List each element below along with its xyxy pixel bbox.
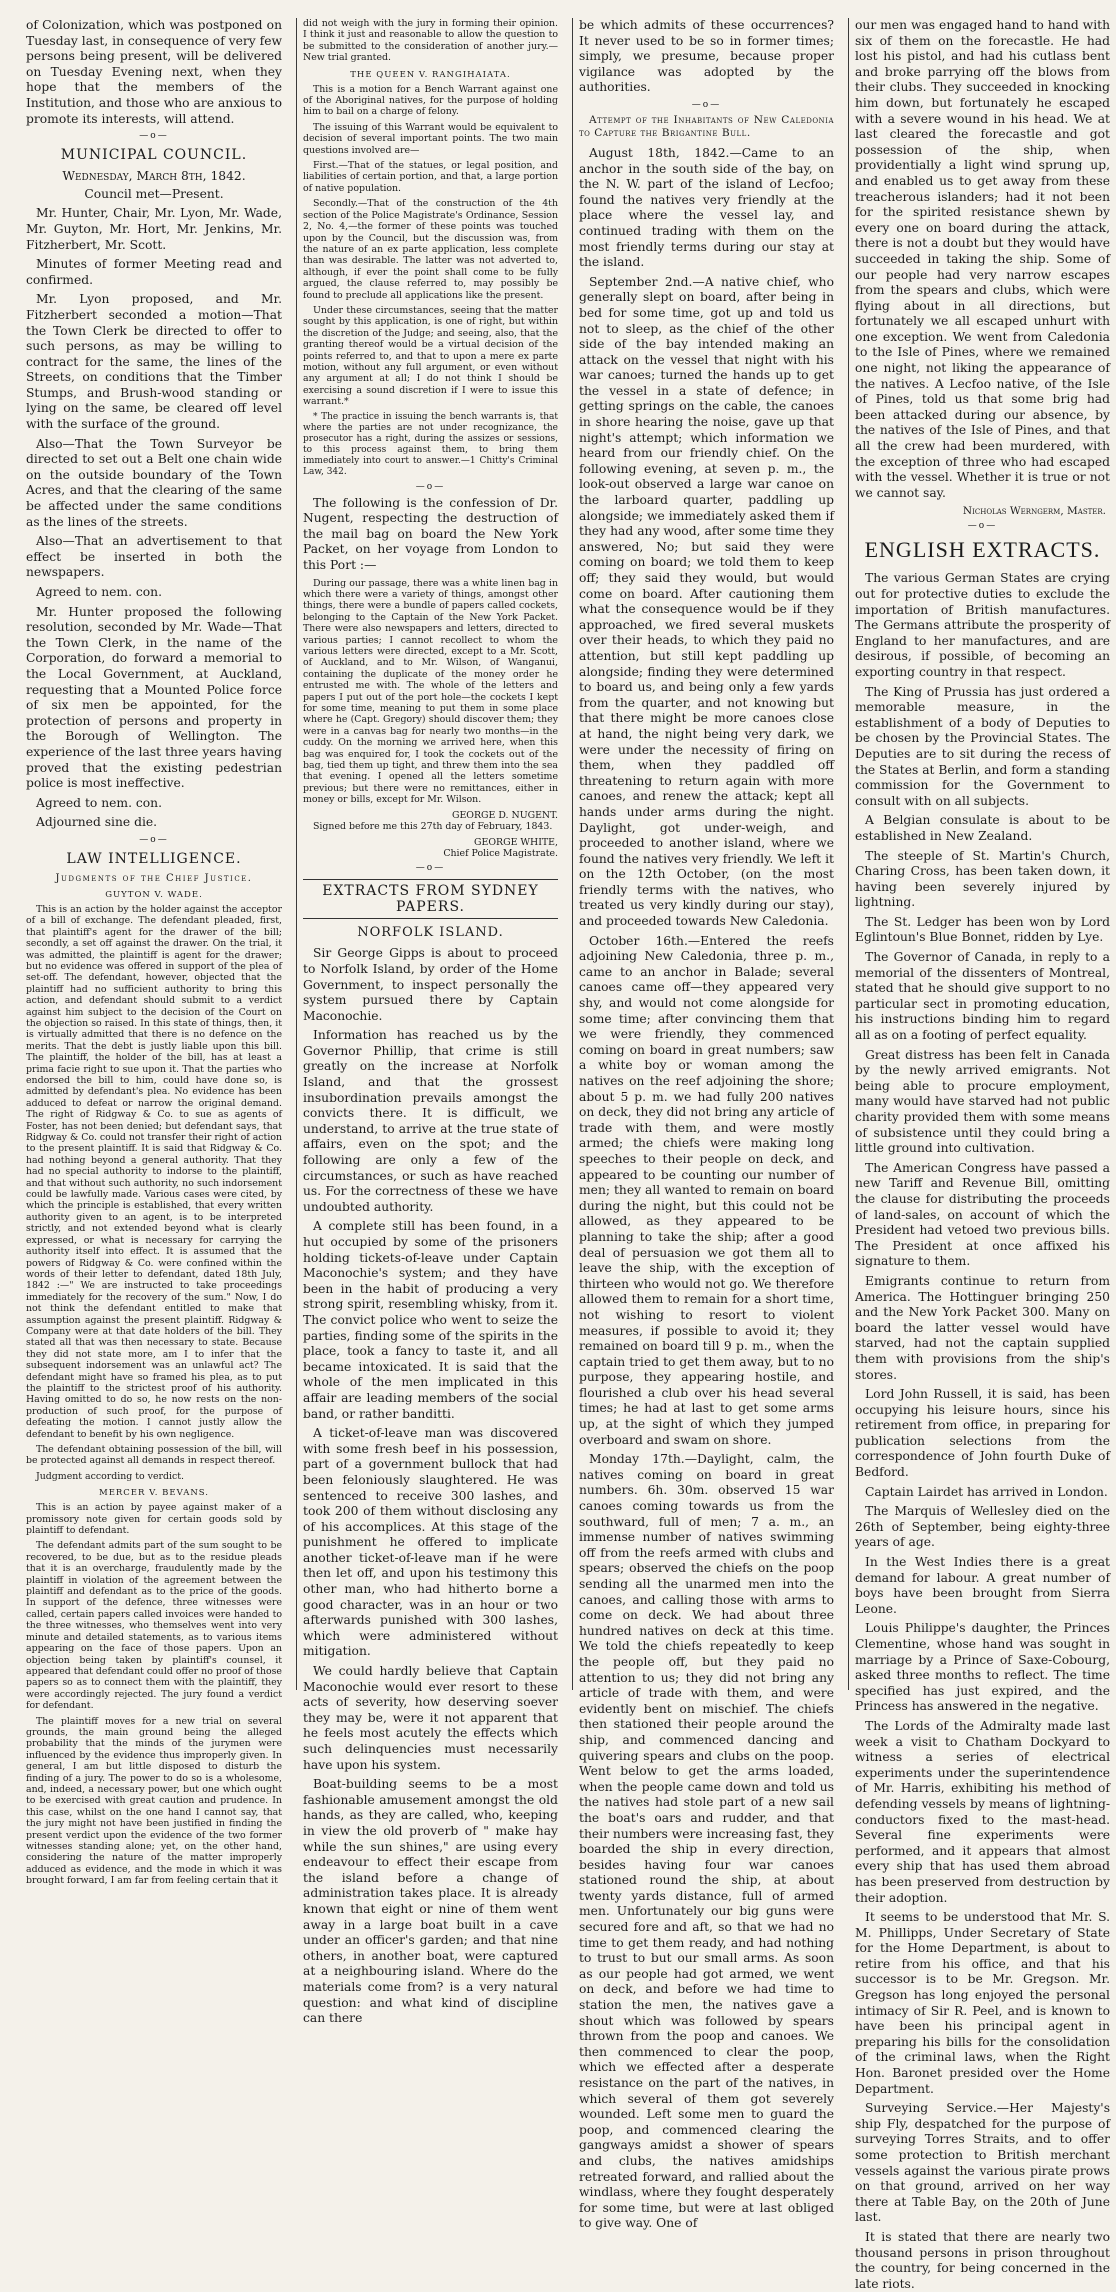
case-text: Under these circumstances, seeing that the matter sought by this application, is one of right, but within the discretion of the Judge; and seeing, also, that the granting thereof would be a virtual decision of the points referred to, and that to upon a mere ex parte motion, without any full argument, or even without any argument at all; I do not think I should be exercising a sound discretion if I were to issue this warrant.* bbox=[303, 304, 558, 408]
case-text: Secondly.—That of the construction of the 4th section of the Police Magistrate's Ordinance, Session 2, No. 4,—the former of these points was touched upon by the Council, but the discussion was, from the nature of an ex parte application, less complete than was desirable. The latter was not adverted to, although, if ever the point shall come to be fully argued, the clause referred to, may possibly be found to preclude all applications like the present. bbox=[303, 198, 558, 301]
case-text: The defendant admits part of the sum sought to be recovered, to be due, but as to the residue pleads that it is an overcharge, fraudulently made by the plaintiff in violation of the agreement between the plaintiff and defendant as to the price of the goods. In support of the defence, three witnesses were called, certain papers called invoices were handed to the three witnesses, who themselves went into very minute and detailed statements, as to various items appearing on the face of those papers. Upon an objection being taken by plaintiff's counsel, it appeared that defendant could offer no proof of those papers so as to connect them with the plaintiff, they were accordingly rejected. The jury found a verdict for defendant. bbox=[26, 1540, 282, 1712]
extract-item: It is stated that there are nearly two thousand persons in prison throughout the country, for being concerned in the late riots. bbox=[855, 2229, 1110, 2291]
lecture-notice: of Colonization, which was postponed on Tuesday last, in consequence of very few persons being present, will be delivered on Tuesday Evening next, when they hope that the members of the Institution, and those who are anxious to promote its interests, will attend. bbox=[26, 18, 282, 126]
extract-item: Surveying Service.—Her Majesty's ship Fly, despatched for the purpose of surveying Torres Straits, and to offer some protection to British merchant vessels against the various pirate prows on that ground, arrived on her way there at Table Bay, on the 20th of June last. bbox=[855, 2101, 1110, 2225]
extract-item: The Marquis of Wellesley died on the 26th of September, being eighty-three years of age. bbox=[855, 1504, 1110, 1550]
case-title: THE QUEEN V. RANGIHAIATA. bbox=[350, 69, 511, 80]
council-motion: Mr. Lyon proposed, and Mr. Fitzherbert seconded a motion—That the Town Clerk be directed to offer to such persons, as may be willing to contract for the same, the lines of the Streets, on conditions that the Timber Stumps, and Brush-wood standing or lying on the same, be cleared off level with the surface of the ground. bbox=[26, 292, 282, 432]
column-1 bbox=[20, 18, 288, 1887]
meeting-date: Wednesday, March 8th, 1842. bbox=[62, 169, 246, 184]
extract-item: The St. Ledger has been won by Lord Eglintoun's Blue Bonnet, ridden by Lye. bbox=[855, 914, 1110, 945]
extract-item: Great distress has been felt in Canada by the newly arrived emigrants. Not being able to procure employment, many would have starved had not public charity provided them with some means of subsistence until they could bring a little ground into cultivation. bbox=[855, 1047, 1110, 1156]
extract-item: The Governor of Canada, in reply to a memorial of the dissenters of Montreal, stated that he should give support to no particular sect in promoting education, his instructions binding him to regard all as on a footing of perfect equality. bbox=[855, 950, 1110, 1043]
law-subheading: Judgments of the Chief Justice. bbox=[55, 872, 253, 884]
bull-paragraph: October 16th.—Entered the reefs adjoining New Caledonia, three p. m., came to an anchor in Balade; several canoes came off—they appeared very shy, and would not come alongside for some time; after convincing them that we were friendly, they commenced coming on board in great numbers; saw a white boy or woman among the natives on the reef adjoining the shore; about 5 p. m. we had fully 200 natives on deck, they did not bring any article of trade with them, and were mostly armed; the chiefs were making long speeches to their people on deck, and appeared to be counting our number of men; they all wanted to remain on board during the night, but this could not be allowed, as they appeared to be planning to take the ship; after a good deal of persuasion we got them all to leave the ship, with the exception of thirteen who would not go. We therefore allowed them to remain for a short time, not wishing to resort to violent measures, if possible to avoid it; they remained on board till 9 p. m., when the captain tried to get them away, but to no purpose, they appearing hostile, and flourished a club over his head several times; he had at last to get some arms up, at the sight of which they jumped overboard and swam on shore. bbox=[579, 933, 834, 1447]
signature: GEORGE WHITE, bbox=[474, 836, 558, 848]
extract-item: The American Congress have passed a new Tariff and Revenue Bill, omitting the clause for distributing the proceeds of land-sales, on account of which the President had vetoed two previous bills. The President at once affixed his signature to them. bbox=[855, 1160, 1110, 1269]
council-met: Council met—Present. bbox=[84, 186, 224, 201]
extract-item: Captain Lairdet has arrived in London. bbox=[865, 1484, 1108, 1499]
separator: —o— bbox=[415, 481, 446, 492]
extract-item: In the West Indies there is a great demand for labour. A great number of boys have been brought from Sierra Leone. bbox=[855, 1555, 1110, 1616]
extract-item: It seems to be understood that Mr. S. M. Phillipps, Under Secretary of State for the Home Department, is about to retire from his office, and that his successor is to be Mr. Gregson. Mr. Gregson has long enjoyed the personal intimacy of Sir R. Peel, and is known to have been his principal agent in preparing his bills for the consolidation of the criminal laws, when the Right Hon. Baronet presided over the Home Department. bbox=[855, 1910, 1110, 2096]
extract-item: A Belgian consulate is about to be established in New Zealand. bbox=[855, 813, 1110, 843]
nugent-confession: During our passage, there was a white linen bag in which there were a variety of things, amongst other things, there were a bundle of papers called cockets, belonging to the Captain of the New York Packet. There were also newspapers and letters, directed to various parties; I cannot recollect to whom the various letters were directed, except to a Mr. Scott, of Auckland, and to Mr. Wilson, of Wanganui, containing the duplicate of the money order he entrusted me with. The whole of the letters and papers I put out of the port hole—the cockets I kept for some time, meaning to put them in some place where he (Capt. Gregory) should discover them; they were in a canvas bag for nearly two months—in the cuddy. On the morning we arrived here, when this bag was enquired for, I took the cockets out of the bag, tied them up tight, and threw them into the sea that evening. I opened all the letters sometime previous; but there were no remittances, either in money or bills, except for Mr. Wilson. bbox=[303, 577, 558, 806]
extract-item: The steeple of St. Martin's Church, Charing Cross, has been taken down, it having been severely injured by lightning. bbox=[855, 848, 1110, 910]
extract-item: Louis Philippe's daughter, the Princes Clementine, whose hand was sought in marriage by a Prince of Saxe-Cobourg, asked three months to reflect. The time specified has just expired, and the Princess has answered in the negative. bbox=[855, 1621, 1110, 1714]
bull-article-title: Attempt of the Inhabitants of New Caledonia to Capture the Brigantine Bull. bbox=[579, 113, 834, 139]
case-title: GUYTON V. WADE. bbox=[105, 889, 203, 900]
case-text: The plaintiff moves for a new trial on several grounds, the main ground being the alleged probability that the minds of the jurymen were influenced by the evidence thus improperly given. In general, I am but little disposed to disturb the finding of a jury. The power to do so is a wholesome, and, indeed, a necessary power, but one which ought to be exercised with great caution and prudence. In this case, whilst on the one hand I cannot say, that the jury might not have been justified in finding the present verdict upon the evidence of the two former witnesses standing alone; yet, on the other hand, considering the nature of the matter improperly adduced as evidence, and the mode in which it was brought forward, I am far from feeling certain that it bbox=[26, 1715, 282, 1887]
column-2 bbox=[296, 18, 564, 2026]
case-judgment: Judgment according to verdict. bbox=[36, 1470, 184, 1482]
norfolk-paragraph: Sir George Gipps is about to proceed to Norfolk Island, by order of the Home Government, to inspect personally the system pursued there by Captain Maconochie. bbox=[303, 946, 558, 1023]
bull-paragraph: August 18th, 1842.—Came to an anchor in the south side of the bay, on the N. W. part of the island of Lecfoo; found the natives very friendly at the place where the vessel lay, and continued trading with them on the most friendly terms during our stay at the island. bbox=[579, 145, 834, 270]
extract-item: The King of Prussia has just ordered a memorable measure, in the establishment of a body of Deputies to be chosen by the Provincial States. The Deputies are to sit during the recess of the States at Berlin, and form a standing commission for the Government to consult with on all subjects. bbox=[855, 684, 1110, 808]
case-text: This is an action by payee against maker of a promissory note given for certain goods sold by plaintiff to defendant. bbox=[26, 1502, 282, 1537]
council-advert: Also—That an advertisement to that effect be inserted in both the newspapers. bbox=[26, 534, 282, 580]
case-title: MERCER V. BEVANS. bbox=[99, 1488, 209, 1499]
case-text: This is an action by the holder against the acceptor of a bill of exchange. The defendant pleaded, first, that plaintiff's agent for the drawer of the bill; secondly, a set off against the drawer. On the trial, it was admitted, the plaintiff is agent for the drawer; but no evidence was offered in support of the plea of set-off. The defendant, however, objected that the plaintiff had no sufficient authority to bring this action, and defendant should submit to a verdict against him subject to the decision of the Court on the objection so raised. In this state of things, then, it is virtually admitted that there is no defence on the merits. That the debt is justly liable upon this bill. The plaintiff, the holder of the bill, has at least a prima facie right to sue upon it. That the parties who endorsed the bill to him, could have done so, is admitted by defendant's plea. No evidence has been adduced to defeat or narrow the original demand. The right of Ridgway & Co. to sue as agents of Foster, has not been denied; but defendant says, that Ridgway & Co. could not transfer their right of action to the present plaintiff. It is said that Ridgway & Co. had nothing beyond a general authority. That they had no special authority to indorse to the plaintiff, and that without such authority, no such indorsement could be lawfully made. Various cases were cited, by which the principle is established, that every written authority given to an agent, is to be interpreted strictly, and not extended beyond what is clearly expressed, or what is necessary for carrying the authority itself into effect. It is assumed that the powers of Ridgway & Co. were confined within the words of their letter to defendant, dated 18th July, 1842 :—" We are instructed to take proceedings immediately for the recovery of the sum." Now, I do not think the defendant entitled to make that assumption against the present plaintiff. Ridgway & Company were at that date holders of the bill. They stated all that was then necessary to state. Because they did not state more, am I to infer that the subsequent indorsement was an unlawful act? The defendant might have so framed his plea, as to put the plaintiff to the strictest proof of his authority. Having omitted to do so, he now rests on the non-production of such proof, for the purpose of defeating the motion. I cannot justly allow the defendant to benefit by his own negligence. bbox=[26, 903, 282, 1440]
case-text: The issuing of this Warrant would be equivalent to decision of several important points. The two main questions involved are— bbox=[303, 121, 558, 156]
separator: —o— bbox=[139, 131, 169, 142]
case-footnote: * The practice in issuing the bench warrants is, that where the parties are not under recognizance, the prosecutor has a right, during the assizes or sessions, to this process against them, to bring them immediately into court to answer.—1 Chitty's Criminal Law, 342. bbox=[303, 411, 558, 477]
law-intelligence-heading: LAW INTELLIGENCE. bbox=[66, 850, 242, 867]
norfolk-island-heading: NORFOLK ISLAND. bbox=[357, 925, 504, 941]
council-hunter-resolution: Mr. Hunter proposed the following resolution, seconded by Mr. Wade—That the Town Clerk, in the name of the Corporation, do forward a memorial to the Local Government, at Auckland, requesting that a Mounted Police force of six men be appointed, for the protection of persons and property in the Borough of Wellington. The experience of the last three years having proved that the existing pedestrian police is most ineffective. bbox=[26, 604, 282, 791]
case-text: First.—That of the statues, or legal position, and liabilities of certain portion, and that, a large portion of native population. bbox=[303, 160, 558, 194]
norfolk-continuation: be which admits of these occurrences? It never used to be so in former times; simply, we presume, because proper vigilance was adopted by the authorities. bbox=[579, 18, 834, 95]
extract-item: The various German States are crying out for protective duties to exclude the importation of British manufactures. The Germans attribute the prosperity of England to her manufactures, and are desirous, if possible, of becoming an exporting country in that respect. bbox=[855, 571, 1110, 679]
norfolk-paragraph: Information has reached us by the Governor Phillip, that crime is still greatly on the increase at Norfolk Island, and that the grossest insubordination prevails amongst the convicts there. It is difficult, we understand, to arrive at the true state of affairs, even on the spot; and the following are only a few of the circumstances, or such as have reached us. For the correctness of these we have undoubted authority. bbox=[303, 1028, 558, 1214]
council-minutes: Minutes of former Meeting read and confirmed. bbox=[26, 257, 282, 287]
separator: —o— bbox=[967, 521, 998, 532]
council-adjourned: Adjourned sine die. bbox=[36, 815, 158, 830]
separator: —o— bbox=[415, 863, 446, 874]
case-text: This is a motion for a Bench Warrant against one of the Aboriginal natives, for the purpose of holding him to bail on a charge of felony. bbox=[303, 83, 558, 118]
council-agreed: Agreed to nem. con. bbox=[36, 585, 163, 599]
bull-continuation: our men was engaged hand to hand with six of them on the forecastle. He had lost his pistol, and had his cutlass bent and broke parrying off the blows from their clubs. They succeeded in knocking him down, but fortunately he escaped with a severe wound in his head. We at last cleared the forecastle and got possession of the ship, when providentially a light wind sprung up, and enabled us to get away from these treacherous islanders; had it not been for the spirited resistance shewn by every one on board during the attack, there is not a doubt but they would have succeeded in taking the ship. Some of our people had very narrow escapes from the spears and clubs, which were flying about in all directions, but fortunately we all escaped unhurt with one exception. We went from Caledonia to the Isle of Pines, where we remained one night, not liking the appearance of the natives. A Lecfoo native, of the Isle of Pines, told us that some brig had been attacked during our absence, by the natives of the Isle of Pines, and that all the crew had been murdered, with the exception of three who had escaped with the vessel. Whether it is true or not we cannot say. bbox=[855, 18, 1110, 500]
extract-item: Emigrants continue to return from America. The Hottinguer bringing 250 and the New York Packet 300. Many on board the latter vessel would have starved, had not the captain supplied them with provisions from the ship's stores. bbox=[855, 1273, 1110, 1382]
column-3 bbox=[572, 18, 840, 2231]
norfolk-paragraph: Boat-building seems to be a most fashionable amusement amongst the old hands, as they are called, who, keeping in view the old proverb of " make hay while the sun shines," are using every endeavour to effect their escape from the island before a change of administration takes place. It is already known that eight or nine of them went away in a large boat built in a cave under an officer's garden; and that nine others, in another boat, were captured at a neighbouring island. Where do the materials come from? is a very natural question: and what kind of discipline can there bbox=[303, 1777, 558, 2026]
english-extracts-heading: ENGLISH EXTRACTS. bbox=[864, 537, 1101, 563]
case-continuation: did not weigh with the jury in forming their opinion. I think it just and reasonable to allow the question to be submitted to the consideration of another jury.—New trial granted. bbox=[303, 18, 558, 64]
case-text: The defendant obtaining possession of the bill, will be protected against all demands in respect thereof. bbox=[26, 1444, 282, 1467]
master-signature: Nicholas Werngerm, Master. bbox=[962, 505, 1106, 518]
nugent-intro: The following is the confession of Dr. Nugent, respecting the destruction of the mail bag on board the New York Packet, on her voyage from London to this Port :— bbox=[303, 495, 558, 572]
signed-before: Signed before me this 27th day of February, 1843. bbox=[313, 821, 553, 833]
column-4 bbox=[848, 18, 1116, 2291]
municipal-council-heading: MUNICIPAL COUNCIL. bbox=[60, 147, 248, 164]
council-present: Mr. Hunter, Chair, Mr. Lyon, Mr. Wade, Mr. Guyton, Mr. Hort, Mr. Jenkins, Mr. Fitzherbert, Mr. Scott. bbox=[26, 206, 282, 252]
bull-paragraph: Monday 17th.—Daylight, calm, the natives coming on board in great numbers. 6h. 30m. observed 15 war canoes coming towards us from the southward, full of men; 7 a. m., an immense number of natives swimming off from the reefs armed with clubs and spears; observed the chiefs on the poop sending all the unarmed men into the canoes, and calling those with arms to come on deck. We had about three hundred natives on deck at this time. We told the chiefs repeatedly to keep the people off, but they paid no attention to us; they did not bring any article of trade with them, and were evidently bent on mischief. The chiefs then stationed their people around the ship, and commenced dancing and quivering spears and clubs on the poop. Went below to get the arms loaded, when the people came down and told us the natives had stole part of a new sail the boat's oars and rudder, and that their numbers were increasing fast, they boarded the ship in every direction, besides having four war canoes stationed round the ship, at about twenty yards distance, full of armed men. Unfortunately our big guns were secured fore and aft, so that we had no time to get them ready, and had nothing to trust to but our small arms. As soon as our people had got armed, we went on deck, and before we had time to station the men, the natives gave a shout which was followed by spears thrown from the poop and canoes. We then commenced to clear the poop, which we effected after a desperate resistance on the part of the natives, in which several of them got severely wounded. Left some men to guard the poop, and commenced clearing the gangways amidst a shower of spears and clubs, the natives amidships retreated forward, and rallied about the windlass, where they fought desperately for some time, but were at last obliged to give way. One of bbox=[579, 1452, 834, 2231]
council-agreed: Agreed to nem. con. bbox=[36, 795, 163, 810]
signature-title: Chief Police Magistrate. bbox=[443, 847, 558, 859]
norfolk-paragraph: We could hardly believe that Captain Maconochie would ever resort to these acts of severity, how deserving soever they may be, were it not apparent that he feels most acutely the effects which such delinquencies must necessarily have upon his system. bbox=[303, 1664, 558, 1772]
sydney-papers-heading: EXTRACTS FROM SYDNEY PAPERS. bbox=[303, 879, 558, 919]
extract-item: The Lords of the Admiralty made last week a visit to Chatham Dockyard to witness a series of electrical experiments under the superintendence of Mr. Harris, exhibiting his method of defending vessels by means of lightning-conductors fixed to the mast-head. Several fine experiments were performed, and it appears that almost every ship that has used them abroad has been preserved from destruction by their adoption. bbox=[855, 1718, 1110, 1905]
bull-paragraph: September 2nd.—A native chief, who generally slept on board, after being in bed for some time, got up and told us not to sleep, as the chief of the other side of the bay intended making an attack on the vessel that night with his war canoes; turned the hands up to get the vessel in a state of defence; in getting springs on the cable, the canoes in shore hearing the noise, gave up that night's attempt; which information we heard from our friendly chief. On the following evening, at seven p. m., the look-out observed a large war canoe on the larboard quarter, paddling up alongside; we immediately asked them if they had any wood, after some time they answered, No; but said they were coming on board; we told them to keep off; they said they would, but would come on board. After cautioning them what the consequence would be if they approached, we fired several muskets over their heads, to which they paid no attention, but still kept paddling up alongside; finding they were determined to board us, and being only a few yards from the quarter, and not knowing but that there might be more canoes close at hand, the night being very dark, we were under the necessity of firing on them, when they paddled off threatening to return again with more canoes, and renew the attack; kept all hands under arms during the night. Daylight, got under-weigh, and proceeded to another island, where we found the natives very friendly. We left it on the 12th October, (on the most friendly terms with the natives, who treated us very kindly during our stay), and proceeded towards New Caledonia. bbox=[579, 274, 834, 929]
extract-item: Lord John Russell, it is said, has been occupying his leisure hours, since his retirement from office, in preparing for publication selections from the correspondence of John fourth Duke of Bedford. bbox=[855, 1387, 1110, 1480]
council-surveyor: Also—That the Town Surveyor be directed to set out a Belt one chain wide on the outside boundary of the Town Acres, and that the clearing of the same be affected under the same conditions as the lines of the streets. bbox=[26, 436, 282, 529]
separator: —o— bbox=[691, 99, 722, 110]
separator: —o— bbox=[139, 834, 169, 845]
norfolk-paragraph: A complete still has been found, in a hut occupied by some of the prisoners holding tickets-of-leave under Captain Maconochie's system; and they have been in the habit of producing a very strong spirit, resembling whisky, from it. The convict police who went to seize the parties, finding some of the spirits in the place, took a fancy to taste it, and all became intoxicated. It is said that the whole of the men implicated in this affair are leading members of the social band, or rather banditti. bbox=[303, 1219, 558, 1421]
norfolk-paragraph: A ticket-of-leave man was discovered with some fresh beef in his possession, part of a government bullock that had been feloniously slaughtered. He was sentenced to receive 300 lashes, and took 200 of them without disclosing any of his accomplices. At this stage of the punishment he offered to implicate another ticket-of-leave man if he were then let off, and upon his testimony this other man, who had hitherto borne a good character, was in an hour or two afterwards punished with 300 lashes, which were administered without mitigation. bbox=[303, 1426, 558, 1659]
signature: GEORGE D. NUGENT. bbox=[451, 809, 558, 821]
